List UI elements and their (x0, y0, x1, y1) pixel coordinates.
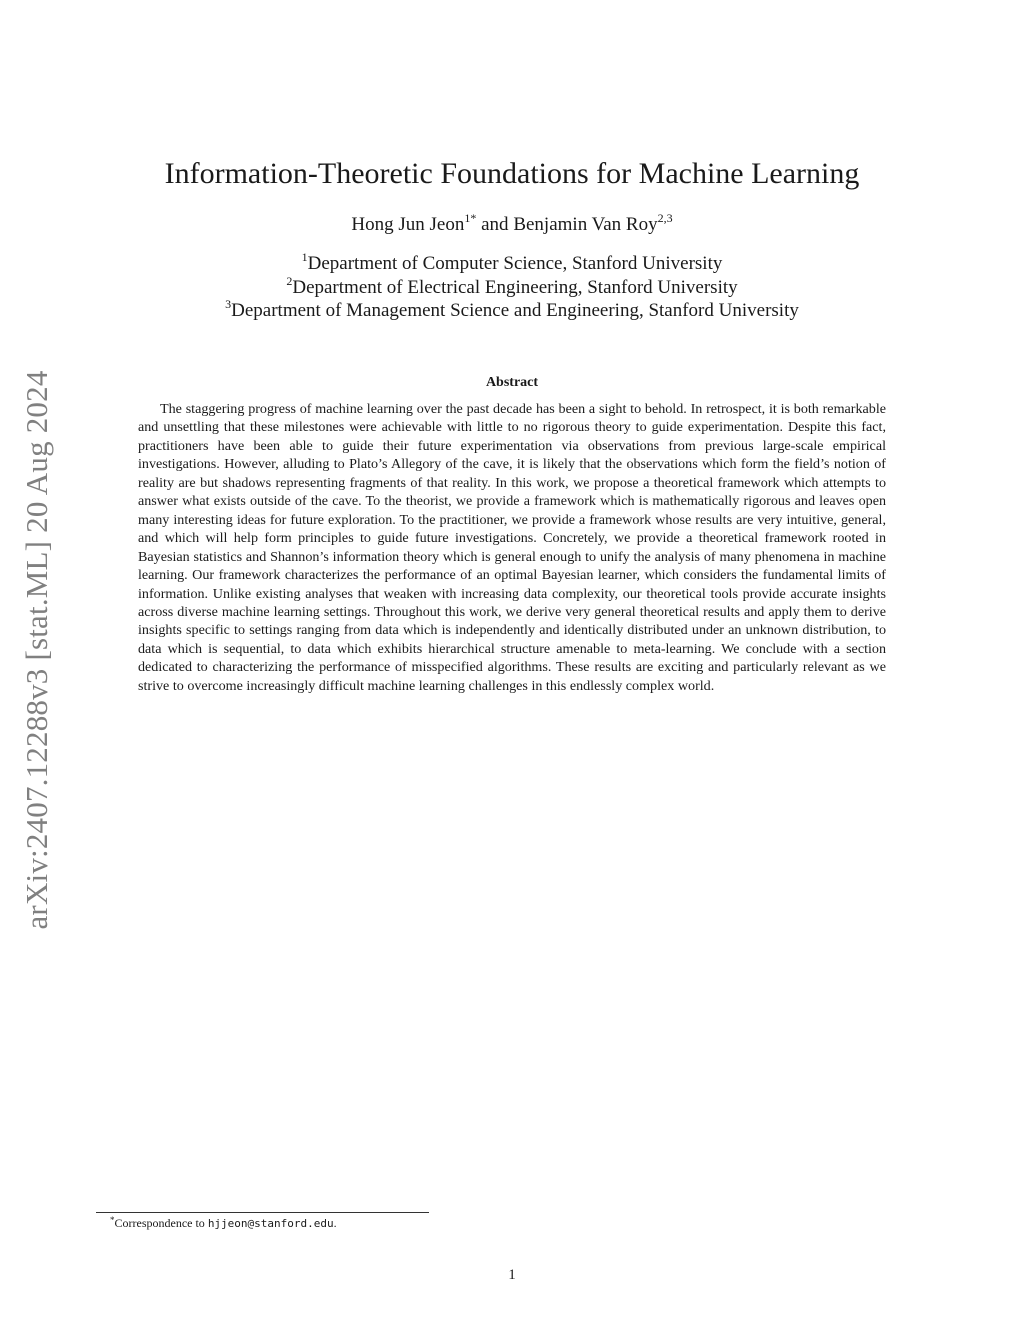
author-affiliation-mark: 2,3 (657, 211, 673, 225)
affiliation-item (0, 299, 1024, 323)
author-affiliation-mark: 1* (464, 211, 477, 225)
footnote-divider (96, 1212, 429, 1213)
page-number: 1 (508, 1267, 516, 1283)
affiliation-item (0, 252, 1024, 276)
correspondence-footnote (110, 1215, 337, 1232)
paper-title: Information-Theoretic Foundations for Machine Learning (164, 157, 860, 190)
author-name: Benjamin Van Roy (513, 214, 658, 235)
affiliation-text: Department of Management Science and Engineering, Stanford University (231, 300, 799, 321)
author-joiner: and (476, 214, 514, 235)
affiliation-mark: 2 (286, 273, 293, 288)
arxiv-identifier-text: arXiv:2407.12288v3 [stat.ML] 20 Aug 2024 (19, 370, 54, 930)
affiliation-mark: 1 (301, 250, 308, 264)
affiliation-item (0, 273, 1024, 300)
affiliation-text: Department of Electrical Engineering, Stanford University (292, 276, 738, 298)
author-name: Hong Jun Jeon (351, 214, 465, 235)
footnote-text: Correspondence to (114, 1216, 208, 1230)
affiliation-list (0, 252, 1024, 323)
affiliation-text: Department of Computer Science, Stanford University (307, 253, 723, 274)
abstract-heading: Abstract (485, 375, 539, 390)
correspondence-email: hjjeon@stanford.edu (207, 1217, 334, 1230)
footnote-suffix: . (333, 1216, 337, 1230)
arxiv-identifier-stamp (12, 340, 62, 960)
abstract-body: The staggering progress of machine learning over the past decade has been a sight to behold. In retrospect, it is both remarkable and unsettling that these milestones were achievable with little to no rigorous theory to guide experimentation. Despite this fact, practitioners have been able to guide their future experimentation via observations from previous large-scale empirical investigations. However, alluding to Plato’s Allegory of the cave, it is likely that the observations which form the field’s notion of reality are but shadows representing fragments of that reality. In this work, we propose a theoretical framework which attempts to answer what exists outside of the cave. To the theorist, we provide a framework which is mathematically rigorous and leaves open many interesting ideas for future exploration. To the practitioner, we provide a framework whose results are very intuitive, general, and which will help form principles to guide future investigations. Concretely, we provide a theoretical framework rooted in Bayesian statistics and Shannon’s information theory which is general enough to unify the analysis of many phenomena in machine learning. Our framework characterizes the performance of an optimal Bayesian learner, which considers the fundamental limits of information. Unlike existing analyses that weaken with increasing data complexity, our theoretical tools provide accurate insights across diverse machine learning settings. Throughout this work, we derive very general theoretical results and apply them to derive insights specific to settings ranging from data which is independently and identically distributed under an unknown distribution, to data which is sequential, to data which exhibits hierarchical structure amenable to meta-learning. We conclude with a section dedicated to characterizing the performance of misspecified algorithms. These results are exciting and particularly relevant as we strive to overcome increasingly difficult machine learning challenges in this endlessly complex world. (138, 401, 886, 694)
footnote-mark: * (110, 1215, 115, 1225)
author-line (0, 212, 1024, 238)
affiliation-mark: 3 (225, 297, 232, 311)
